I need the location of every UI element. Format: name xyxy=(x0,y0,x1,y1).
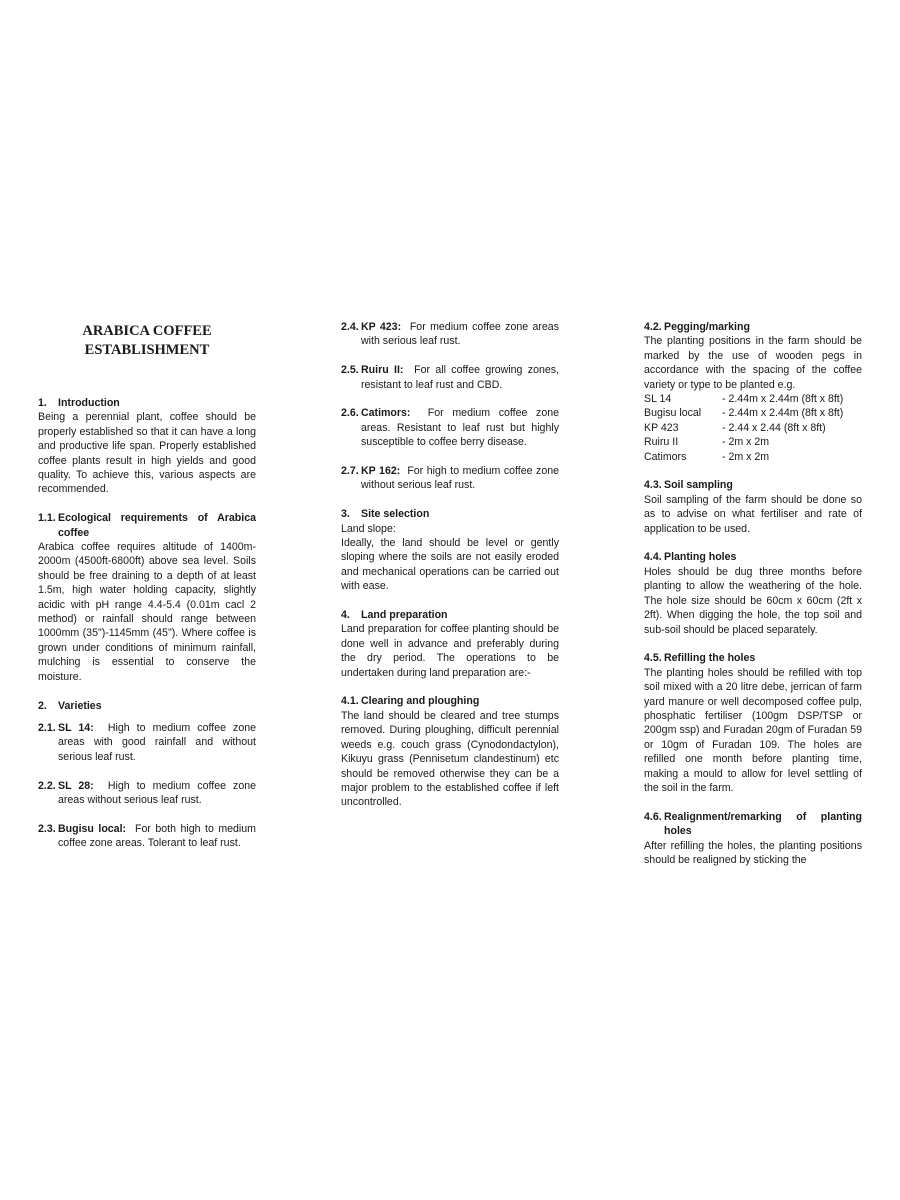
variety-number: 2.1. xyxy=(38,721,56,734)
variety-description: High to medium coffee zone areas without serious leaf rust. xyxy=(58,779,257,806)
pegging-heading-text: Pegging/marking xyxy=(664,321,750,333)
spacing-value: - 2m x 2m xyxy=(722,450,770,463)
soil-sampling-heading-text: Soil sampling xyxy=(664,479,733,492)
variety-number: 2.4. xyxy=(341,321,359,333)
variety-2-2 xyxy=(38,779,256,808)
variety-2-1 xyxy=(38,721,256,764)
intro-heading xyxy=(38,396,256,410)
variety-number: 2.3. xyxy=(38,822,56,835)
spacing-row xyxy=(644,450,862,464)
variety-name: KP 162: xyxy=(361,465,401,478)
eco-paragraph: Arabica coffee requires altitude of 1400m-2000m (4500ft-6800ft) above sea level. Soils should be free draining to a depth of at least 1.5m, high water holding capacity, slightly acidic with pH range 4.4-5.4 (0.01m cacl 2 method) or rainfall should range between 1000mm (35")-1145mm (45"). Where coffee is grown under conditions of minimum rainfall, mulching is essential to conserve the moisture. xyxy=(38,541,256,683)
variety-number: 2.5. xyxy=(341,364,359,377)
variety-description: For all coffee growing zones, resistant to leaf rust and CBD. xyxy=(361,364,559,391)
spacing-variety: Ruiru II xyxy=(644,436,679,449)
clearing-paragraph: The land should be cleared and tree stumps removed. During ploughing, difficult perennial weeds e.g. couch grass (Cynodondactylon), Kikuyu grass (Pennisetum clandestinum) etc should be removed otherwise they can be a major problem to the established coffee if left uncontrolled. xyxy=(341,709,559,809)
planting-holes-heading xyxy=(644,550,862,564)
variety-number: 2.2. xyxy=(38,779,56,792)
variety-description: For medium coffee zone areas with serious leaf rust. xyxy=(361,321,559,348)
variety-name: KP 423: xyxy=(361,321,402,333)
spacing-value: - 2.44m x 2.44m (8ft x 8ft) xyxy=(722,393,844,406)
title-line-2: ESTABLISHMENT xyxy=(84,342,210,358)
pegging-paragraph: The planting positions in the farm should be marked by the use of wooden pegs in accordance with the spacing of the coffee variety or type to be planted e.g. xyxy=(644,335,862,391)
variety-name: Bugisu local: xyxy=(58,822,127,835)
variety-number: 2.7. xyxy=(341,465,359,478)
land-preparation-heading xyxy=(341,608,559,622)
pegging-number: 4.2. xyxy=(644,321,662,333)
land-slope-label: Land slope: xyxy=(341,522,396,535)
varieties-heading xyxy=(38,699,256,713)
variety-2-3 xyxy=(38,822,256,851)
variety-2-7 xyxy=(341,464,559,493)
variety-number: 2.6. xyxy=(341,407,359,420)
land-preparation-number: 4. xyxy=(341,609,350,622)
spacing-value: - 2m x 2m xyxy=(722,436,770,449)
spacing-row xyxy=(644,435,862,449)
spacing-value: - 2.44m x 2.44m (8ft x 8ft) xyxy=(722,407,844,420)
realignment-heading xyxy=(644,810,862,839)
variety-2-5 xyxy=(341,363,559,392)
eco-heading-text: Ecological requirements of Arabica coffee xyxy=(58,512,256,539)
site-selection-paragraph: Ideally, the land should be level or gently sloping where the soils are not easily eroded and mechanical operations can be carried out with ease. xyxy=(341,537,559,593)
variety-name: SL 28: xyxy=(58,779,94,792)
variety-description: For both high to medium coffee zone areas. Tolerant to leaf rust. xyxy=(58,822,257,850)
clearing-number: 4.1. xyxy=(341,695,359,708)
site-selection-heading-text: Site selection xyxy=(361,508,430,521)
variety-2-4 xyxy=(341,320,559,349)
site-selection-heading xyxy=(341,507,559,521)
varieties-heading-text: Varieties xyxy=(58,699,102,712)
soil-sampling-number: 4.3. xyxy=(644,479,662,492)
soil-sampling-heading xyxy=(644,478,862,492)
intro-heading-text: Introduction xyxy=(58,397,120,409)
variety-description: For high to medium coffee zone without serious leaf rust. xyxy=(361,465,560,492)
realignment-paragraph: After refilling the holes, the planting positions should be realigned by sticking the xyxy=(644,839,862,866)
spacing-variety: SL 14 xyxy=(644,393,672,406)
spacing-row xyxy=(644,392,862,406)
variety-description: High to medium coffee zone areas with good rainfall and without serious leaf rust. xyxy=(58,721,257,763)
spacing-row xyxy=(644,406,862,420)
clearing-heading xyxy=(341,694,559,708)
column-3 xyxy=(644,320,862,867)
spacing-variety: Catimors xyxy=(644,450,687,463)
column-1 xyxy=(38,320,256,851)
refilling-heading xyxy=(644,651,862,665)
spacing-row xyxy=(644,421,862,435)
realignment-heading-text: Realignment/remarking of planting holes xyxy=(664,810,862,838)
eco-number: 1.1. xyxy=(38,512,56,525)
land-preparation-heading-text: Land preparation xyxy=(361,609,448,622)
spacing-variety: Bugisu local xyxy=(644,407,702,420)
column-2 xyxy=(341,320,559,810)
land-preparation-paragraph: Land preparation for coffee planting should be done well in advance and preferably during the dry period. The operations to be undertaken during land preparation are:- xyxy=(341,623,559,679)
varieties-number: 2. xyxy=(38,699,47,712)
spacing-list xyxy=(644,392,862,464)
refilling-heading-text: Refilling the holes xyxy=(664,652,756,665)
planting-holes-number: 4.4. xyxy=(644,551,662,564)
title-line-1: ARABICA COFFEE xyxy=(82,323,212,339)
realignment-number: 4.6. xyxy=(644,810,662,823)
intro-paragraph: Being a perennial plant, coffee should be properly established so that it can have a long and productive life span. Properly established coffee plants result in high yields and good quality. To achieve this, various aspects are recommended. xyxy=(38,411,256,496)
document-title xyxy=(38,322,256,360)
spacing-variety: KP 423 xyxy=(644,421,679,434)
eco-heading xyxy=(38,511,256,540)
soil-sampling-paragraph: Soil sampling of the farm should be done so as to advise on what fertiliser and rate of application to be used. xyxy=(644,493,862,535)
variety-description: For medium coffee zone areas. Resistant to leaf rust but highly susceptible to coffee berry disease. xyxy=(361,407,560,449)
refilling-number: 4.5. xyxy=(644,652,662,665)
clearing-heading-text: Clearing and ploughing xyxy=(361,695,480,708)
intro-number: 1. xyxy=(38,397,47,409)
site-selection-number: 3. xyxy=(341,508,350,521)
variety-2-6 xyxy=(341,406,559,449)
variety-name: SL 14: xyxy=(58,721,94,734)
variety-name: Catimors: xyxy=(361,407,411,420)
refilling-paragraph: The planting holes should be refilled with top soil mixed with a 20 litre debe, jerrican of farm yard manure or well decomposed coffee pulp, phosphatic fertiliser (100gm DSP/TSP or 200gm ssp) and Furadan 20gm of Furadan 59 or 10gm of Furadan 109. The holes are refilled one month before planting time, making a mould to allow for level settling of the soil in the farm. xyxy=(644,666,862,794)
planting-holes-heading-text: Planting holes xyxy=(664,551,737,564)
pegging-heading xyxy=(644,320,862,334)
planting-holes-paragraph: Holes should be dug three months before planting to allow the weathering of the hole. The hole size should be 60cm x 60cm (2ft x 2ft). When digging the hole, the top soil and sub-soil should be placed separately. xyxy=(644,565,862,636)
variety-name: Ruiru II: xyxy=(361,364,404,377)
spacing-value: - 2.44 x 2.44 (8ft x 8ft) xyxy=(722,421,826,434)
